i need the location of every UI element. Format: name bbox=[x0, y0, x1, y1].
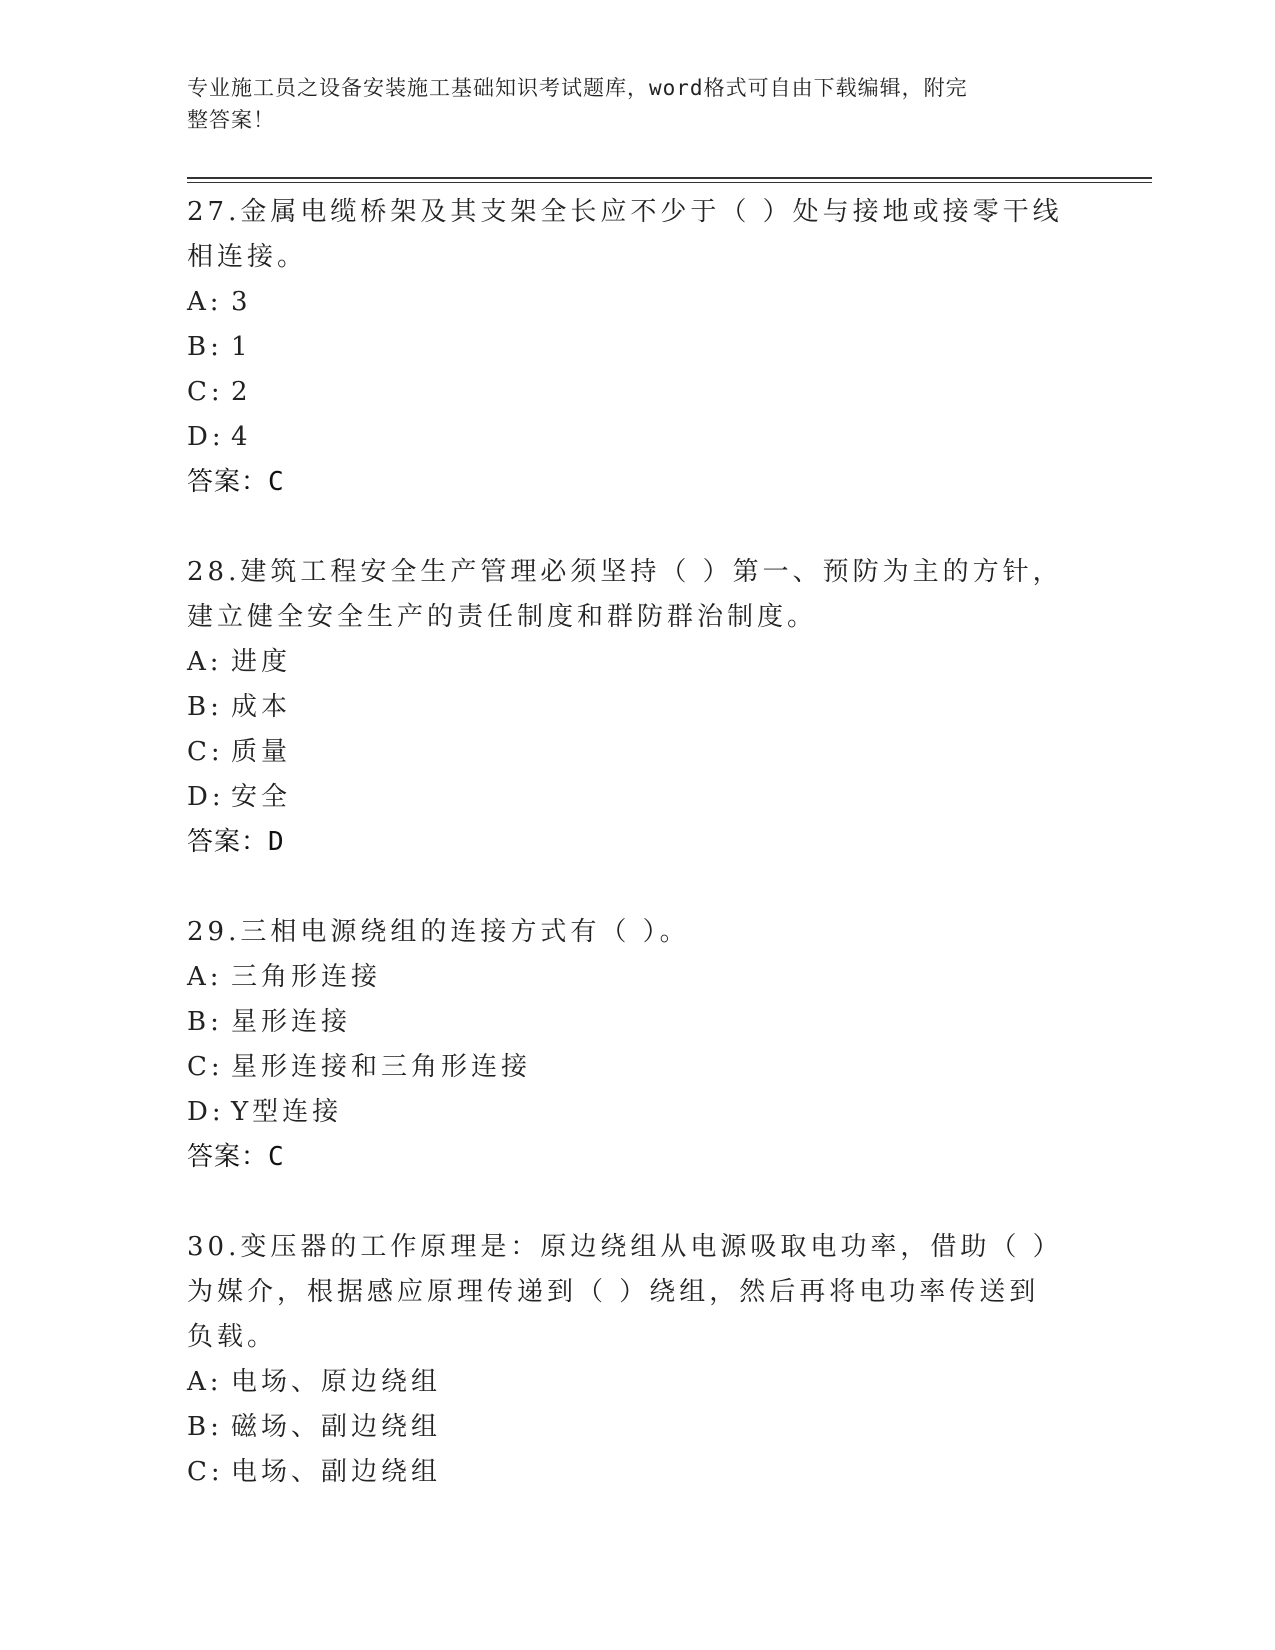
question-28 bbox=[187, 550, 1087, 865]
option-letter: D: bbox=[187, 422, 225, 452]
spacer bbox=[187, 505, 1087, 550]
option-b bbox=[187, 685, 1087, 730]
option-letter: A: bbox=[187, 1367, 223, 1397]
question-30 bbox=[187, 1225, 1087, 1495]
option-a bbox=[187, 955, 1087, 1000]
option-letter: D: bbox=[187, 782, 225, 812]
question-27 bbox=[187, 190, 1087, 505]
option-a bbox=[187, 280, 1087, 325]
option-c bbox=[187, 1045, 1087, 1090]
header-line-2: 整答案！ bbox=[187, 108, 275, 132]
question-stem: 27.金属电缆桥架及其支架全长应不少于（ ）处与接地或接零干线相连接。 bbox=[187, 197, 1063, 272]
option-letter: D: bbox=[187, 1097, 225, 1127]
option-text: 星形连接和三角形连接 bbox=[231, 1052, 532, 1082]
spacer bbox=[187, 1180, 1087, 1225]
option-text: 4 bbox=[231, 422, 252, 452]
question-stem: 30.变压器的工作原理是：原边绕组从电源吸取电功率，借助（ ）为媒介，根据感应原理传递到（ ）绕组，然后再将电功率传送到负载。 bbox=[187, 1232, 1063, 1352]
option-text: 电场、原边绕组 bbox=[231, 1367, 442, 1397]
option-text: 1 bbox=[231, 332, 252, 362]
option-text: 2 bbox=[231, 377, 252, 407]
answer-line: 答案：C bbox=[187, 467, 285, 497]
header-divider-thin bbox=[187, 182, 1152, 183]
option-b bbox=[187, 1000, 1087, 1045]
option-text: 安全 bbox=[231, 782, 292, 812]
question-list bbox=[187, 190, 1087, 1495]
option-letter: B: bbox=[187, 1007, 223, 1037]
option-text: 进度 bbox=[231, 647, 292, 677]
option-text: 星形连接 bbox=[231, 1007, 352, 1037]
answer-line: 答案：C bbox=[187, 1142, 285, 1172]
question-stem: 28.建筑工程安全生产管理必须坚持（ ）第一、预防为主的方针，建立健全安全生产的责任制度和群防群治制度。 bbox=[187, 557, 1063, 632]
option-letter: A: bbox=[187, 287, 223, 317]
option-c bbox=[187, 730, 1087, 775]
option-letter: C: bbox=[187, 377, 224, 407]
header-divider-thick bbox=[187, 177, 1152, 179]
option-text: 三角形连接 bbox=[231, 962, 382, 992]
option-letter: B: bbox=[187, 332, 223, 362]
option-letter: A: bbox=[187, 962, 223, 992]
option-a bbox=[187, 1360, 1087, 1405]
option-d bbox=[187, 415, 1087, 460]
option-text: 3 bbox=[231, 287, 252, 317]
option-c bbox=[187, 1450, 1087, 1495]
header-line-1: 专业施工员之设备安装施工基础知识考试题库，word格式可自由下载编辑，附完 bbox=[187, 76, 968, 100]
question-stem: 29.三相电源绕组的连接方式有（ ）。 bbox=[187, 917, 690, 947]
option-text: Y型连接 bbox=[231, 1097, 343, 1127]
option-c bbox=[187, 370, 1087, 415]
option-a bbox=[187, 640, 1087, 685]
option-b bbox=[187, 1405, 1087, 1450]
option-d bbox=[187, 1090, 1087, 1135]
option-letter: C: bbox=[187, 737, 224, 767]
page-header bbox=[187, 72, 1067, 136]
option-letter: C: bbox=[187, 1052, 224, 1082]
answer-line: 答案：D bbox=[187, 827, 285, 857]
option-letter: A: bbox=[187, 647, 223, 677]
option-letter: B: bbox=[187, 1412, 223, 1442]
option-letter: B: bbox=[187, 692, 223, 722]
option-b bbox=[187, 325, 1087, 370]
option-text: 电场、副边绕组 bbox=[231, 1457, 442, 1487]
option-letter: C: bbox=[187, 1457, 224, 1487]
option-text: 成本 bbox=[231, 692, 292, 722]
question-29 bbox=[187, 910, 1087, 1180]
option-d bbox=[187, 775, 1087, 820]
spacer bbox=[187, 865, 1087, 910]
option-text: 磁场、副边绕组 bbox=[231, 1412, 442, 1442]
option-text: 质量 bbox=[231, 737, 292, 767]
